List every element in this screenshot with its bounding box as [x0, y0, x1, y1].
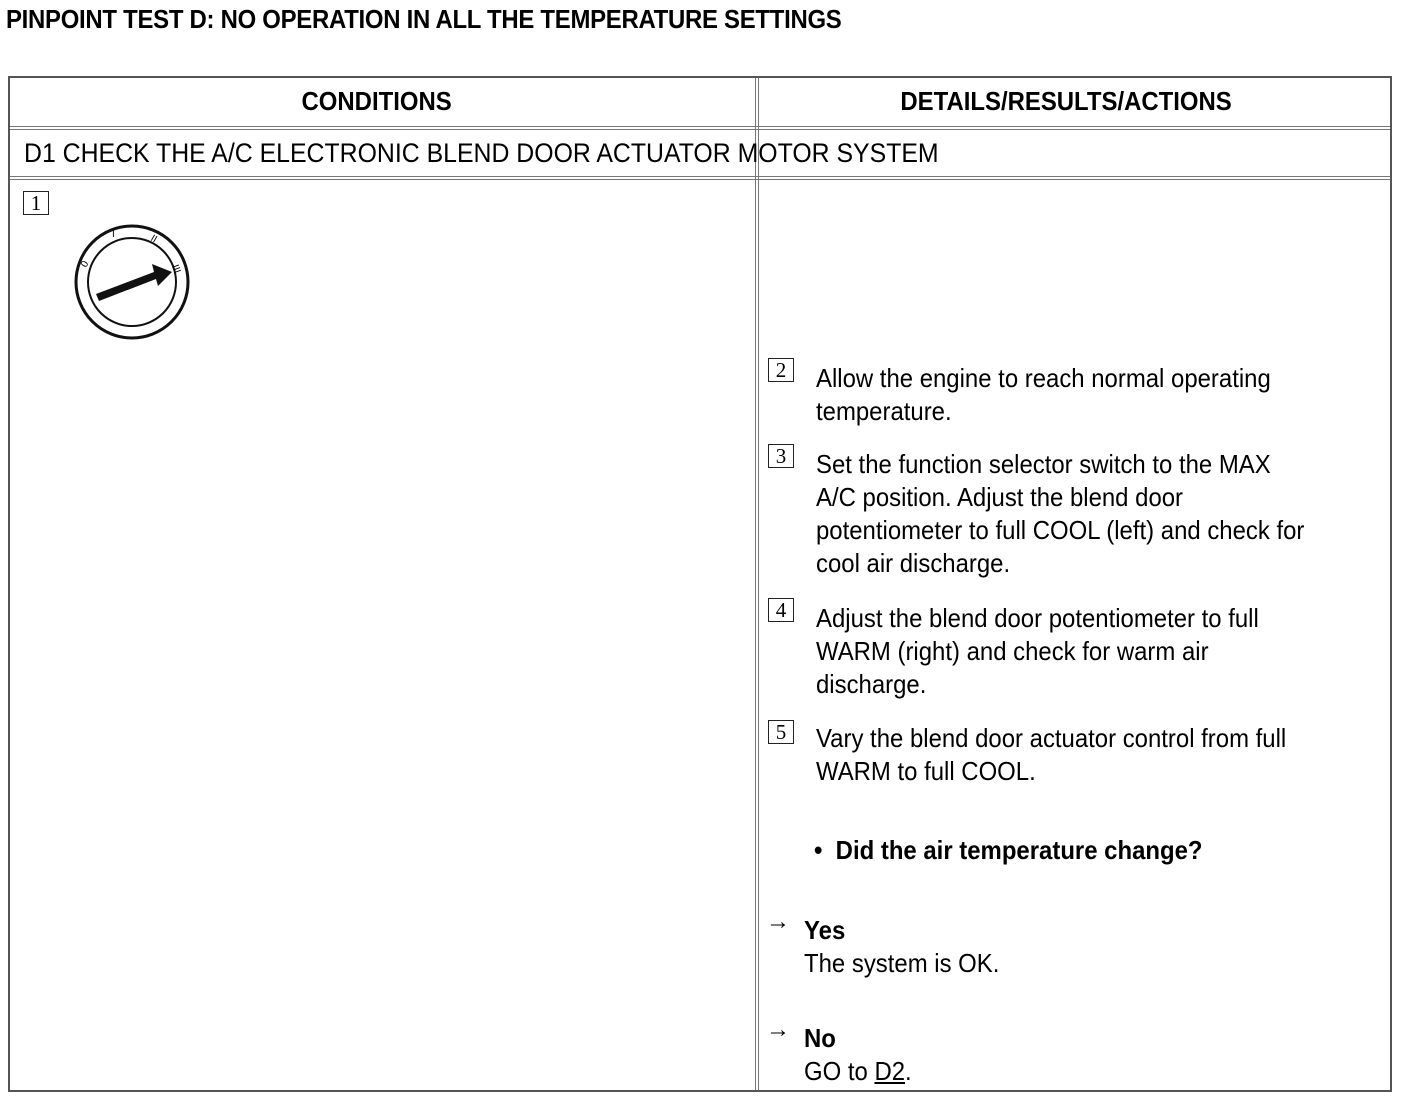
- step-3-text: Set the function selector switch to the MAX A/C position. Adjust the blend door potentiometer to full COOL (left) and check for cool air discharge.: [816, 449, 1305, 578]
- svg-text:0: 0: [79, 259, 92, 270]
- goto-d2-link[interactable]: D2: [874, 1056, 906, 1086]
- yes-arrow-icon: →: [766, 908, 790, 935]
- no-result: No GO to D2.: [804, 1023, 912, 1086]
- step-4-text: Adjust the blend door potentiometer to full WARM (right) and check for warm air discharge.: [816, 603, 1259, 699]
- column-divider: [755, 78, 759, 1090]
- step-5-text: Vary the blend door actuator control from full WARM to full COOL.: [816, 723, 1287, 786]
- step-title-divider: [10, 176, 1390, 180]
- svg-text:II: II: [148, 233, 159, 246]
- no-arrow-icon: →: [766, 1016, 790, 1043]
- pinpoint-table: [8, 76, 1392, 1092]
- step-number-box: 2: [768, 358, 794, 382]
- header-divider: [10, 126, 1390, 130]
- conditions-header: CONDITIONS: [301, 86, 452, 116]
- yes-result: Yes The system is OK.: [804, 915, 1000, 978]
- svg-text:III: III: [169, 263, 183, 275]
- step-number-box: 4: [768, 598, 794, 622]
- question: • Did the air temperature change?: [814, 835, 1203, 865]
- details-header: DETAILS/RESULTS/ACTIONS: [900, 86, 1232, 116]
- step-number-box: 5: [768, 720, 794, 744]
- bullet-icon: •: [814, 835, 836, 865]
- svg-text:I: I: [112, 229, 115, 240]
- step-title: D1 CHECK THE A/C ELECTRONIC BLEND DOOR ACTUATOR MOTOR SYSTEM: [24, 138, 939, 168]
- page-title: PINPOINT TEST D: NO OPERATION IN ALL THE TEMPERATURE SETTINGS: [6, 4, 842, 34]
- step-number-box: 3: [768, 444, 794, 468]
- step-2-text: Allow the engine to reach normal operating temperature.: [816, 363, 1271, 426]
- step-number-box: 1: [23, 191, 49, 215]
- ignition-switch-run-icon: [72, 222, 192, 342]
